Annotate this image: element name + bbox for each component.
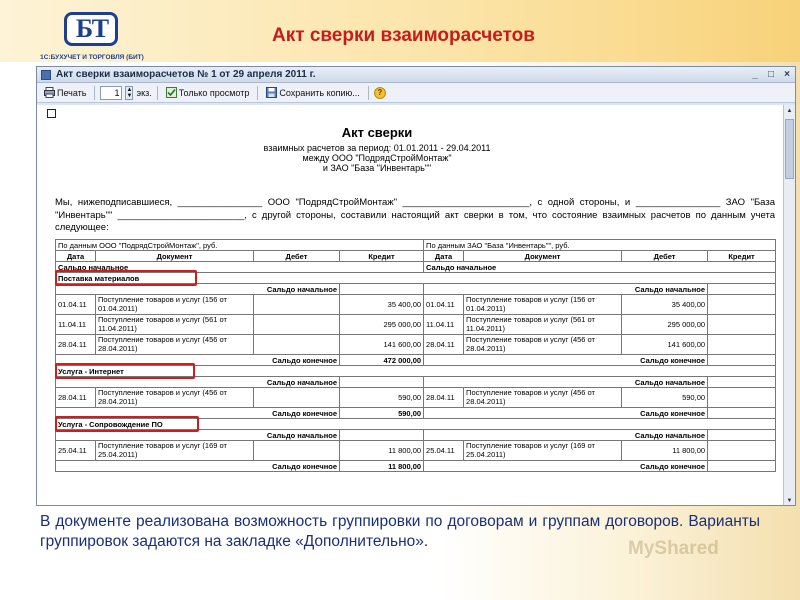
left-debit xyxy=(254,295,340,315)
toolbar-separator xyxy=(257,86,258,100)
column-header-3: Дебет xyxy=(254,251,340,262)
minimize-button[interactable]: _ xyxy=(752,68,758,80)
left-document: Поступление товаров и услуг (456 от 28.04.2011) xyxy=(96,335,254,355)
left-credit: 35 400,00 xyxy=(340,295,424,315)
right-document: Поступление товаров и услуг (456 от 28.04.2011) xyxy=(464,388,622,408)
left-party-header: По данным ООО "ПодрядСтройМонтаж", руб. xyxy=(56,240,424,251)
document-paragraph: Мы, нижеподписавшиеся, ________________ ООО "ПодрядСтройМонтаж" ________________________, с одной стороны, и ________________ ЗАО "База "Инвентарь"" ________________________, с другой стороны, составили настоящий акт сверки в том, что состояние взаимных расчетов по данным учета следующее: xyxy=(55,197,775,233)
left-date: 25.04.11 xyxy=(56,441,96,461)
left-date: 28.04.11 xyxy=(56,335,96,355)
column-header-5: Дата xyxy=(424,251,464,262)
right-credit xyxy=(708,441,776,461)
column-header-6: Документ xyxy=(464,251,622,262)
view-only-check-icon xyxy=(166,87,177,98)
group-closing-label: Сальдо конечное xyxy=(424,408,708,419)
right-party-header: По данным ЗАО "База "Инвентарь"", руб. xyxy=(424,240,776,251)
transaction-row xyxy=(56,441,776,461)
toolbar-separator xyxy=(94,86,95,100)
left-date: 01.04.11 xyxy=(56,295,96,315)
right-credit xyxy=(708,388,776,408)
window-title: Акт сверки взаиморасчетов № 1 от 29 апреля 2011 г. xyxy=(56,69,316,80)
right-debit: 35 400,00 xyxy=(622,295,708,315)
company-logo xyxy=(36,6,146,62)
right-debit: 590,00 xyxy=(622,388,708,408)
document-period: взаимных расчетов за период: 01.01.2011 - 29.04.2011 xyxy=(263,143,491,153)
group-opening-value xyxy=(708,284,776,295)
left-debit xyxy=(254,335,340,355)
right-document: Поступление товаров и услуг (456 от 28.04.2011) xyxy=(464,335,622,355)
copies-input[interactable]: 1 xyxy=(100,86,122,100)
column-header-4: Кредит xyxy=(340,251,424,262)
right-date: 28.04.11 xyxy=(424,335,464,355)
opening-balance-label: Сальдо начальное xyxy=(424,262,776,273)
left-document: Поступление товаров и услуг (561 от 11.04.2011) xyxy=(96,315,254,335)
document-between: между ООО "ПодрядСтройМонтаж" xyxy=(302,153,452,163)
column-header-8: Кредит xyxy=(708,251,776,262)
toolbar-separator xyxy=(368,86,369,100)
group-closing-row xyxy=(56,461,776,472)
left-credit: 295 000,00 xyxy=(340,315,424,335)
printer-icon xyxy=(44,87,55,98)
group-opening-value xyxy=(340,377,424,388)
group-opening-label: Сальдо начальное xyxy=(424,377,708,388)
reconciliation-table xyxy=(55,239,776,472)
group-opening-row xyxy=(56,377,776,388)
slide-title: Акт сверки взаиморасчетов xyxy=(272,25,535,46)
group-closing-value xyxy=(708,355,776,366)
copies-unit-label: экз. xyxy=(136,87,152,98)
left-credit: 141 600,00 xyxy=(340,335,424,355)
right-document: Поступление товаров и услуг (156 от 01.04.2011) xyxy=(464,295,622,315)
group-name: Услуга - Интернет xyxy=(56,366,776,377)
group-opening-label: Сальдо начальное xyxy=(56,430,340,441)
group-closing-label: Сальдо конечное xyxy=(56,461,340,472)
group-closing-credit: 11 800,00 xyxy=(340,461,424,472)
left-debit xyxy=(254,388,340,408)
window-titlebar[interactable] xyxy=(37,67,795,83)
document-area[interactable] xyxy=(37,105,785,506)
party-header-row xyxy=(56,240,776,251)
left-document: Поступление товаров и услуг (156 от 01.04.2011) xyxy=(96,295,254,315)
column-header-row xyxy=(56,251,776,262)
opening-balance-label: Сальдо начальное xyxy=(56,262,424,273)
left-credit: 11 800,00 xyxy=(340,441,424,461)
group-closing-label: Сальдо конечное xyxy=(56,408,340,419)
vertical-scrollbar[interactable] xyxy=(783,105,795,506)
view-only-toggle[interactable] xyxy=(163,86,253,99)
left-date: 11.04.11 xyxy=(56,315,96,335)
group-opening-label: Сальдо начальное xyxy=(56,284,340,295)
transaction-row xyxy=(56,335,776,355)
left-date: 28.04.11 xyxy=(56,388,96,408)
transaction-row xyxy=(56,388,776,408)
document-checkbox[interactable] xyxy=(47,109,56,118)
group-closing-row xyxy=(56,408,776,419)
opening-balance-row xyxy=(56,262,776,273)
right-credit xyxy=(708,315,776,335)
group-closing-label: Сальдо конечное xyxy=(424,461,708,472)
group-name: Поставка материалов xyxy=(56,273,776,284)
group-opening-value xyxy=(340,284,424,295)
print-button[interactable] xyxy=(41,86,89,99)
document-icon xyxy=(41,70,51,80)
close-button[interactable]: × xyxy=(784,68,790,80)
group-name: Услуга - Сопровождение ПО xyxy=(56,419,776,430)
save-copy-label: Сохранить копию... xyxy=(279,87,360,98)
right-debit: 141 600,00 xyxy=(622,335,708,355)
group-closing-label: Сальдо конечное xyxy=(56,355,340,366)
group-closing-credit: 590,00 xyxy=(340,408,424,419)
group-opening-label: Сальдо начальное xyxy=(424,430,708,441)
document-title: Акт сверки xyxy=(341,125,413,140)
right-date: 11.04.11 xyxy=(424,315,464,335)
right-date: 28.04.11 xyxy=(424,388,464,408)
document-and: и ЗАО "База "Инвентарь"" xyxy=(322,163,432,173)
group-opening-row xyxy=(56,430,776,441)
reconciliation-table-body xyxy=(56,240,776,472)
column-header-7: Дебет xyxy=(622,251,708,262)
right-date: 25.04.11 xyxy=(424,441,464,461)
slide-caption: В документе реализована возможность группировки по договорам и группам договоров. Варианты группировок задаются на закладке «Дополнительно». xyxy=(40,513,760,550)
toolbar-separator xyxy=(157,86,158,100)
save-icon xyxy=(266,87,277,98)
group-row xyxy=(56,273,776,284)
column-header-2: Документ xyxy=(96,251,254,262)
group-closing-value xyxy=(708,461,776,472)
left-document: Поступление товаров и услуг (456 от 28.04.2011) xyxy=(96,388,254,408)
group-closing-value xyxy=(708,408,776,419)
group-closing-label: Сальдо конечное xyxy=(424,355,708,366)
right-debit: 11 800,00 xyxy=(622,441,708,461)
help-icon[interactable]: ? xyxy=(374,87,386,99)
right-document: Поступление товаров и услуг (169 от 25.04.2011) xyxy=(464,441,622,461)
group-closing-row xyxy=(56,355,776,366)
group-closing-credit: 472 000,00 xyxy=(340,355,424,366)
save-copy-button[interactable] xyxy=(263,86,362,99)
watermark: MyShared xyxy=(628,538,719,559)
transaction-row xyxy=(56,315,776,335)
group-opening-value xyxy=(340,430,424,441)
logo-letters: БТ xyxy=(75,14,109,43)
right-date: 01.04.11 xyxy=(424,295,464,315)
left-debit xyxy=(254,315,340,335)
view-only-label: Только просмотр xyxy=(178,87,250,98)
document-window xyxy=(36,66,796,506)
right-document: Поступление товаров и услуг (561 от 11.04.2011) xyxy=(464,315,622,335)
scroll-down-icon[interactable]: ▼ xyxy=(786,498,793,504)
group-opening-value xyxy=(708,377,776,388)
right-credit xyxy=(708,335,776,355)
right-debit: 295 000,00 xyxy=(622,315,708,335)
left-document: Поступление товаров и услуг (169 от 25.04.2011) xyxy=(96,441,254,461)
scrollbar-thumb[interactable] xyxy=(785,119,794,179)
group-opening-value xyxy=(708,430,776,441)
group-opening-label: Сальдо начальное xyxy=(424,284,708,295)
scroll-up-icon[interactable]: ▲ xyxy=(786,108,793,114)
right-credit xyxy=(708,295,776,315)
logo-caption: 1С:БУХУЧЕТ И ТОРГОВЛЯ (БИТ) xyxy=(40,54,144,61)
copies-spinner[interactable]: ▲ ▼ xyxy=(126,86,133,99)
toolbar xyxy=(37,83,795,103)
left-credit: 590,00 xyxy=(340,388,424,408)
transaction-row xyxy=(56,295,776,315)
group-opening-label: Сальдо начальное xyxy=(56,377,340,388)
print-label: Печать xyxy=(57,87,87,98)
group-row xyxy=(56,366,776,377)
group-opening-row xyxy=(56,284,776,295)
left-debit xyxy=(254,441,340,461)
column-header-1: Дата xyxy=(56,251,96,262)
group-row xyxy=(56,419,776,430)
maximize-button[interactable]: □ xyxy=(767,68,775,80)
